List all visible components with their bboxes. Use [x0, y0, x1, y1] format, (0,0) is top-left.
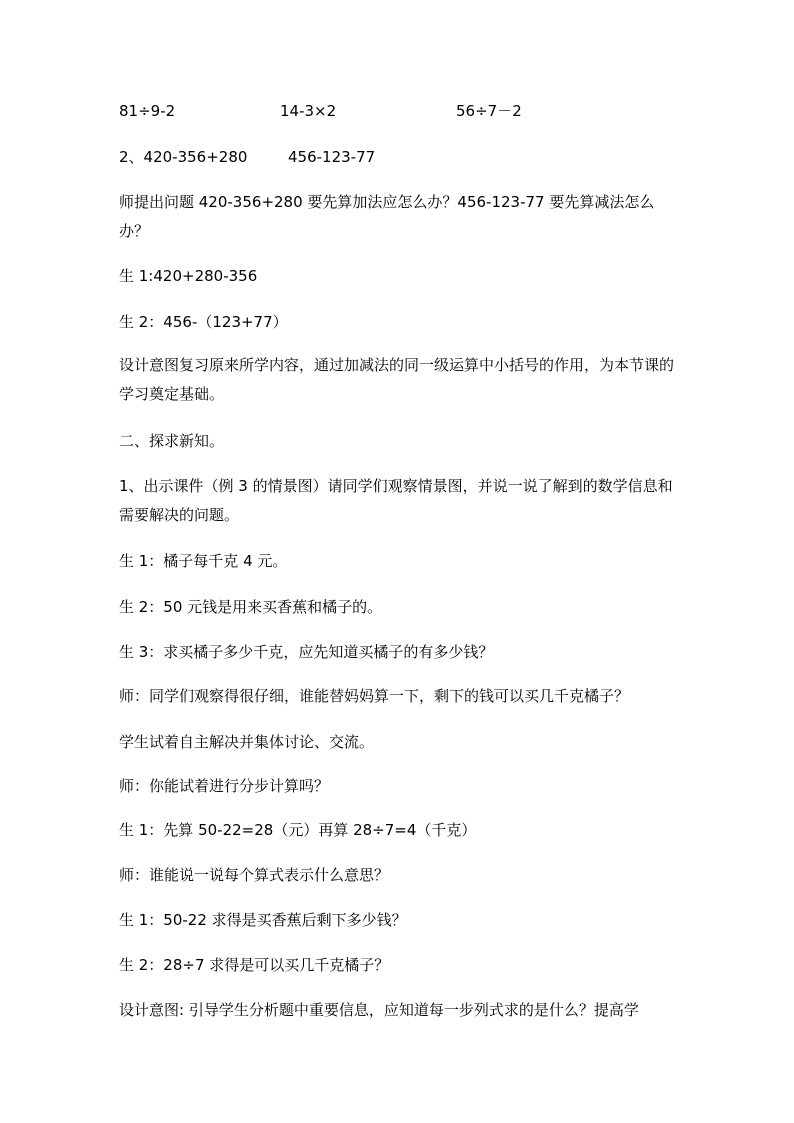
calc-expression-a: 81÷9-2: [119, 102, 176, 120]
calc-expression-c: 56÷7－2: [456, 102, 522, 120]
design-intent-2: 设计意图: 引导学生分析题中重要信息，应知道每一步列式求的是什么？提高学: [119, 1001, 639, 1019]
student3-question: 生 3：求买橘子多少千克，应先知道买橘子的有多少钱？: [119, 643, 494, 661]
student1-meaning: 生 1：50-22 求得是买香蕉后剩下多少钱？: [119, 911, 407, 929]
student2-money: 生 2：50 元钱是用来买香蕉和橘子的。: [119, 598, 383, 616]
calc-expression-label: 2、420-356+280: [119, 148, 248, 166]
calc-expression-b: 14-3×2: [280, 102, 337, 120]
students-discuss: 学生试着自主解决并集体讨论、交流。: [119, 733, 375, 751]
step-1-instruction: 1、出示课件（例 3 的情景图）请同学们观察情景图，并说一说了解到的数学信息和需要解决的问题。: [119, 477, 673, 524]
teacher-praise: 师：同学们观察得很仔细，谁能替妈妈算一下，剩下的钱可以买几千克橘子？: [119, 687, 630, 705]
teacher-step-calc: 师：你能试着进行分步计算吗？: [119, 777, 330, 795]
student2-meaning: 生 2：28÷7 求得是可以买几千克橘子？: [119, 956, 390, 974]
student2-answer: 生 2：456-（123+77）: [119, 313, 288, 331]
calc-expression-b: 456-123-77: [288, 148, 376, 166]
student1-step-calc: 生 1：先算 50-22=28（元）再算 28÷7=4（千克）: [119, 821, 477, 839]
teacher-meaning: 师：谁能说一说每个算式表示什么意思？: [119, 866, 390, 884]
section-heading: 二、探求新知。: [119, 432, 225, 450]
teacher-question: 师提出问题 420-356+280 要先算加法应怎么办？456-123-77 要先算减法怎么办？: [119, 193, 655, 240]
student1-orange-price: 生 1：橘子每千克 4 元。: [119, 552, 288, 570]
design-intent-1: 设计意图复习原来所学内容，通过加减法的同一级运算中小括号的作用，为本节课的学习奠定基础。: [119, 356, 675, 403]
student1-answer: 生 1:420+280-356: [119, 267, 258, 285]
